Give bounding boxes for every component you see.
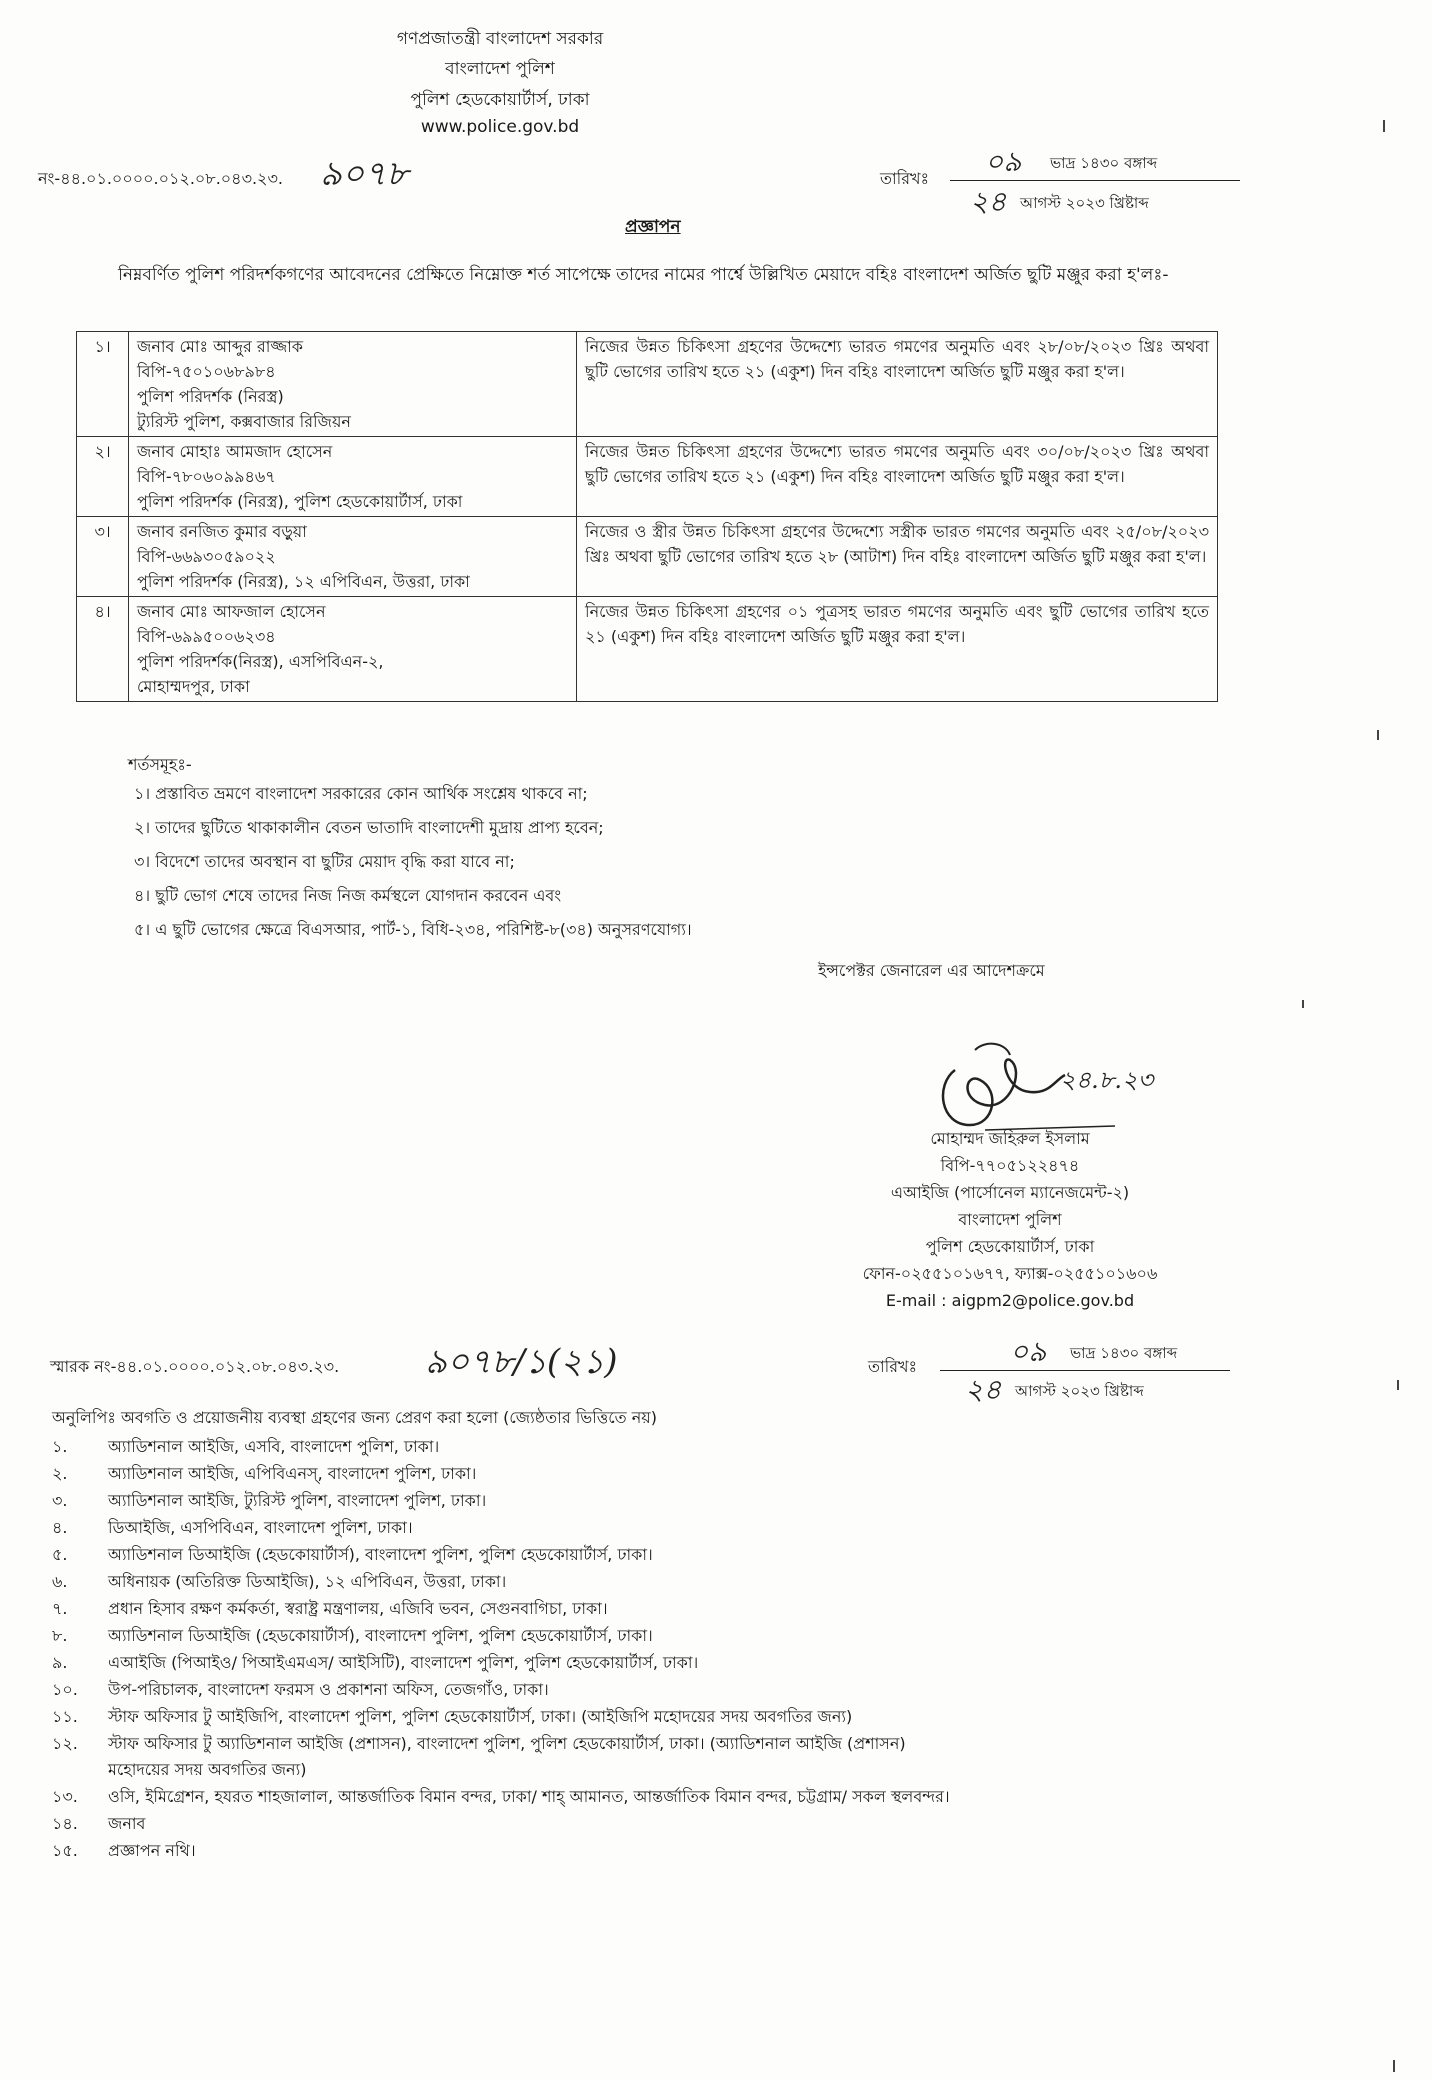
officer-detail-line: জনাব রনজিত কুমার বড়ুয়া — [137, 522, 307, 541]
condition-item: ৫। এ ছুটি ভোগের ক্ষেত্রে বিএসআর, পার্ট-১, বিধি-২৩৪, পরিশিষ্ট-৮(৩৪) অনুসরণযোগ্য। — [134, 920, 692, 939]
memo-number: নং-৪৪.০১.০০০০.০১২.০৮.০৪৩.২৩. — [38, 169, 283, 188]
leave-description: নিজের উন্নত চিকিৎসা গ্রহণের উদ্দেশ্যে ভারত গমণের অনুমতি এবং ২৮/০৮/২০২৩ খ্রিঃ অথবা ছুটি ভোগের তারিখ হতে ২১ (একুশ) দিন বহিঃ বাংলাদেশ অর্জিত ছুটি মঞ্জুর করা হ'ল। — [577, 332, 1218, 437]
conditions-list — [134, 780, 692, 950]
officer-row — [77, 332, 1218, 437]
date-english-rest: আগস্ট ২০২৩ খ্রিষ্টাব্দ — [1020, 194, 1149, 212]
copy-to-serial: ১. — [52, 1437, 68, 1456]
copy-to-recipient: অধিনায়ক (অতিরিক্ত ডিআইজি), ১২ এপিবিএন, উত্তরা, ঢাকা। — [108, 1572, 507, 1591]
copy-to-recipient: উপ-পরিচালক, বাংলাদেশ ফরমস ও প্রকাশনা অফিস, তেজগাঁও, ঢাকা। — [108, 1680, 549, 1699]
scan-mark — [1302, 1000, 1304, 1008]
officer-details — [129, 517, 577, 597]
signatory-email: E-mail : aigpm2@police.gov.bd — [885, 1291, 1135, 1310]
signature-date: ২৪.৮.২৩ — [1060, 1066, 1154, 1094]
copy-to-serial: ৪. — [52, 1518, 68, 1537]
leave-description: নিজের ও স্ত্রীর উন্নত চিকিৎসা গ্রহণের উদ্দেশ্যে সস্ত্রীক ভারত গমণের অনুমতি এবং ২৫/০৮/২০২৩ খ্রিঃ অথবা ছুটি ভোগের তারিখ হতে ২৮ (আটাশ) দিন বহিঃ বাংলাদেশ অর্জিত ছুটি মঞ্জুর করা হ'ল। — [577, 517, 1218, 597]
officer-serial: ১। — [77, 332, 129, 437]
date-english-day: ২৪ — [970, 185, 1007, 218]
date-bangla-day: ০৯ — [985, 145, 1022, 178]
copy-to-heading: অনুলিপিঃ অবগতি ও প্রয়োজনীয় ব্যবস্থা গ্রহণের জন্য প্রেরণ করা হলো (জ্যেষ্ঠতার ভিত্তিতে নয়) — [52, 1408, 657, 1427]
order-by: ইন্সপেক্টর জেনারেল এর আদেশক্রমে — [818, 961, 1045, 980]
memo2-date-bangla-day: ০৯ — [1010, 1335, 1047, 1368]
officer-detail-line: জনাব মোহাঃ আমজাদ হোসেন — [137, 442, 333, 461]
memo2-date-english-rest: আগস্ট ২০২৩ খ্রিষ্টাব্দ — [1015, 1382, 1144, 1400]
officer-detail-line: বিপি-৭৫০১০৬৮৯৮৪ — [137, 362, 276, 381]
officer-details — [129, 597, 577, 702]
copy-to-recipient: জনাব — [108, 1814, 146, 1833]
copy-to-serial: ১১. — [52, 1707, 78, 1726]
date-bangla-rest: ভাদ্র ১৪৩০ বঙ্গাব্দ — [1050, 154, 1158, 172]
leave-description: নিজের উন্নত চিকিৎসা গ্রহণের উদ্দেশ্যে ভারত গমণের অনুমতি এবং ৩০/০৮/২০২৩ খ্রিঃ অথবা ছুটি ভোগের তারিখ হতে ২১ (একুশ) দিন বহিঃ বাংলাদেশ অর্জিত ছুটি মঞ্জুর করা হ'ল। — [577, 437, 1218, 517]
copy-to-recipient: অ্যাডিশনাল ডিআইজি (হেডকোয়ার্টার্স), বাংলাদেশ পুলিশ, পুলিশ হেডকোয়ার্টার্স, ঢাকা। — [108, 1626, 653, 1645]
leave-description: নিজের উন্নত চিকিৎসা গ্রহণের ০১ পুত্রসহ ভারত গমণের অনুমতি এবং ছুটি ভোগের তারিখ হতে ২১ (একুশ) দিন বহিঃ বাংলাদেশ অর্জিত ছুটি মঞ্জুর করা হ'ল। — [577, 597, 1218, 702]
condition-item: ৩। বিদেশে তাদের অবস্থান বা ছুটির মেয়াদ বৃদ্ধি করা যাবে না; — [134, 852, 515, 871]
copy-to-serial: ১৪. — [52, 1814, 78, 1833]
copy-to-recipient: স্টাফ অফিসার টু আইজিপি, বাংলাদেশ পুলিশ, পুলিশ হেডকোয়ার্টার্স, ঢাকা। (আইজিপি মহোদয়ের সদয় অবগতির জন্য) — [108, 1707, 853, 1726]
conditions-heading: শর্তসমূহঃ- — [128, 755, 192, 774]
officer-table — [76, 331, 1218, 702]
signatory-name: মোহাম্মদ জহিরুল ইসলাম — [930, 1129, 1090, 1148]
officer-detail-line: বিপি-৬৬৯৩০৫৯০২২ — [137, 547, 276, 566]
website: www.police.gov.bd — [420, 117, 580, 137]
memo2-date-english-day: ২৪ — [965, 1373, 1002, 1406]
officer-row — [77, 517, 1218, 597]
copy-to-serial: ৬. — [52, 1572, 68, 1591]
signatory-org: বাংলাদেশ পুলিশ — [958, 1210, 1062, 1229]
memo2-number-handwritten: ৯০৭৮/১(২১) — [425, 1342, 618, 1382]
copy-to-recipient-cont: মহোদয়ের সদয় অবগতির জন্য) — [108, 1760, 307, 1779]
copy-to-serial: ১২. — [52, 1734, 78, 1753]
signatory-bp: বিপি-৭৭০৫১২২৪৭৪ — [940, 1156, 1080, 1175]
officer-detail-line: ট্যুরিস্ট পুলিশ, কক্সবাজার রিজিয়ন — [137, 412, 351, 431]
gov-name: গণপ্রজাতন্ত্রী বাংলাদেশ সরকার — [396, 29, 604, 49]
copy-to-serial: ১৩. — [52, 1787, 78, 1806]
officer-detail-line: পুলিশ পরিদর্শক(নিরস্ত্র), এসপিবিএন-২, — [137, 652, 384, 671]
notice-title: প্রজ্ঞাপন — [625, 217, 681, 237]
officer-details — [129, 332, 577, 437]
condition-item: ২। তাদের ছুটিতে থাকাকালীন বেতন ভাতাদি বাংলাদেশী মুদ্রায় প্রাপ্য হবেন; — [134, 818, 604, 837]
signatory-phone: ফোন-০২৫৫১০১৬৭৭, ফ্যাক্স-০২৫৫১০১৬০৬ — [862, 1264, 1158, 1283]
memo2-date-bangla-rest: ভাদ্র ১৪৩০ বঙ্গাব্দ — [1070, 1344, 1178, 1362]
condition-item: ৪। ছুটি ভোগ শেষে তাদের নিজ নিজ কর্মস্থলে যোগদান করবেন এবং — [134, 886, 562, 905]
copy-to-recipient: ওসি, ইমিগ্রেশন, হযরত শাহজালাল, আন্তর্জাতিক বিমান বন্দর, ঢাকা/ শাহ্ আমানত, আন্তর্জাতিক বিমান বন্দর, চট্টগ্রাম/ সকল স্থলবন্দর। — [108, 1787, 950, 1806]
scan-mark — [1377, 730, 1379, 740]
officer-detail-line: জনাব মোঃ আব্দুর রাজ্জাক — [137, 337, 303, 356]
copy-to-serial: ৫. — [52, 1545, 68, 1564]
officer-details — [129, 437, 577, 517]
scan-mark — [1383, 120, 1385, 132]
date-label: তারিখঃ — [880, 169, 930, 188]
officer-serial: ২। — [77, 437, 129, 517]
memo2-date-label: তারিখঃ — [868, 1357, 918, 1376]
intro-paragraph: নিম্নবর্ণিত পুলিশ পরিদর্শকগণের আবেদনের প্রেক্ষিতে নিম্নোক্ত শর্ত সাপেক্ষে তাদের নামের পার্শ্বে উল্লিখিত মেয়াদে বহিঃ বাংলাদেশ অর্জিত ছুটি মঞ্জুর করা হ'লঃ- — [118, 265, 1169, 285]
copy-to-recipient: অ্যাডিশনাল ডিআইজি (হেডকোয়ার্টার্স), বাংলাদেশ পুলিশ, পুলিশ হেডকোয়ার্টার্স, ঢাকা। — [108, 1545, 653, 1564]
copy-to-recipient: অ্যাডিশনাল আইজি, ট্যুরিস্ট পুলিশ, বাংলাদেশ পুলিশ, ঢাকা। — [108, 1491, 487, 1510]
officer-detail-line: পুলিশ পরিদর্শক (নিরস্ত্র) — [137, 387, 284, 406]
officer-detail-line: বিপি-৬৯৯৫০০৬২৩৪ — [137, 627, 276, 646]
memo2-number: স্মারক নং-৪৪.০১.০০০০.০১২.০৮.০৪৩.২৩. — [50, 1357, 340, 1376]
copy-to-recipient: স্টাফ অফিসার টু অ্যাডিশনাল আইজি (প্রশাসন), বাংলাদেশ পুলিশ, পুলিশ হেডকোয়ার্টার্স, ঢাকা। (অ্যাডিশনাল আইজি (প্রশাসন) — [108, 1734, 906, 1753]
officer-row — [77, 597, 1218, 702]
signatory-block — [760, 1125, 1260, 1314]
copy-to-serial: ৯. — [52, 1653, 68, 1672]
dept-name: বাংলাদেশ পুলিশ — [445, 59, 555, 79]
copy-to-serial: ২. — [52, 1464, 68, 1483]
scan-mark — [1393, 2060, 1395, 2072]
signatory-office: পুলিশ হেডকোয়ার্টার্স, ঢাকা — [925, 1237, 1095, 1256]
officer-serial: ৩। — [77, 517, 129, 597]
copy-to-recipient: এআইজি (পিআইও/ পিআইএমএস/ আইসিটি), বাংলাদেশ পুলিশ, পুলিশ হেডকোয়ার্টার্স, ঢাকা। — [108, 1653, 699, 1672]
condition-item: ১। প্রস্তাবিত ভ্রমণে বাংলাদেশ সরকারের কোন আর্থিক সংশ্লেষ থাকবে না; — [134, 784, 588, 803]
copy-to-serial: ৩. — [52, 1491, 68, 1510]
copy-to-serial: ৮. — [52, 1626, 68, 1645]
copy-to-recipient: অ্যাডিশনাল আইজি, এসবি, বাংলাদেশ পুলিশ, ঢাকা। — [108, 1437, 440, 1456]
officer-detail-line: মোহাম্মদপুর, ঢাকা — [137, 677, 250, 696]
officer-row — [77, 437, 1218, 517]
officer-detail-line: জনাব মোঃ আফজাল হোসেন — [137, 602, 326, 621]
copy-to-recipient: প্রধান হিসাব রক্ষণ কর্মকর্তা, স্বরাষ্ট্র মন্ত্রণালয়, এজিবি ভবন, সেগুনবাগিচা, ঢাকা। — [108, 1599, 608, 1618]
memo-number-handwritten: ৯০৭৮ — [320, 154, 409, 194]
office-name: পুলিশ হেডকোয়ার্টার্স, ঢাকা — [410, 90, 590, 110]
officer-detail-line: পুলিশ পরিদর্শক (নিরস্ত্র), ১২ এপিবিএন, উত্তরা, ঢাকা — [137, 572, 470, 591]
officer-serial: ৪। — [77, 597, 129, 702]
copy-to-serial: ১৫. — [52, 1841, 78, 1860]
copy-to-recipient: ডিআইজি, এসপিবিএন, বাংলাদেশ পুলিশ, ঢাকা। — [108, 1518, 413, 1537]
officer-detail-line: বিপি-৭৮০৬০৯৯৪৬৭ — [137, 467, 276, 486]
signatory-designation: এআইজি (পার্সোনেল ম্যানেজমেন্ট-২) — [890, 1183, 1130, 1202]
copy-to-serial: ১০. — [52, 1680, 78, 1699]
copy-to-recipient: অ্যাডিশনাল আইজি, এপিবিএনস্, বাংলাদেশ পুলিশ, ঢাকা। — [108, 1464, 477, 1483]
officer-detail-line: পুলিশ পরিদর্শক (নিরস্ত্র), পুলিশ হেডকোয়ার্টার্স, ঢাকা — [137, 492, 463, 511]
scan-mark — [1397, 1380, 1399, 1390]
copy-to-recipient: প্রজ্ঞাপন নথি। — [108, 1841, 196, 1860]
copy-to-serial: ৭. — [52, 1599, 68, 1618]
